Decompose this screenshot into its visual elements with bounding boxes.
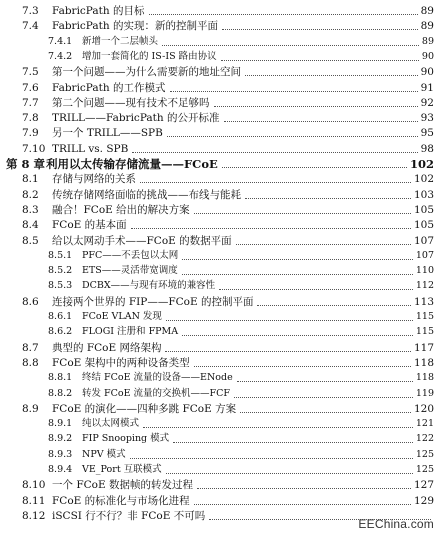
entry-title: 存储与网络的关系 — [52, 173, 136, 186]
toc-entry — [48, 371, 434, 385]
entry-number: 8.9.3 — [48, 448, 73, 460]
entry-title: FCoE VLAN 发现 — [82, 311, 162, 322]
toc-entry — [22, 172, 434, 186]
entry-title: 纯以太网模式 — [82, 418, 140, 430]
toc-entry — [48, 35, 434, 49]
toc-entry — [22, 356, 434, 370]
entry-title: FabricPath 的目标 — [52, 5, 145, 17]
entry-page-number: 93 — [420, 112, 434, 125]
dot-leader — [219, 289, 413, 290]
entry-page-number: 90 — [421, 50, 434, 62]
entry-number: 7.10 — [22, 142, 46, 155]
dot-leader — [245, 198, 411, 199]
entry-page-number: 105 — [413, 219, 434, 232]
dot-leader — [162, 45, 419, 46]
dot-leader — [194, 504, 411, 505]
entry-title: 一个 FCoE 数据帧的转发过程 — [52, 479, 193, 492]
entry-title: FCoE 的标准化与市场化进程 — [52, 494, 190, 507]
toc-entry — [48, 463, 434, 477]
toc-entry — [22, 19, 434, 33]
entry-number: 8.11 — [22, 494, 46, 507]
entry-page-number: 91 — [420, 81, 434, 94]
entry-number: 8.6 — [22, 295, 39, 308]
dot-leader — [221, 60, 419, 61]
entry-page-number: 102 — [409, 157, 434, 171]
entry-title: FabricPath 的实现：新的控制平面 — [52, 20, 218, 33]
dot-leader — [234, 397, 413, 398]
toc-entry — [48, 50, 434, 64]
entry-title: FCoE 的基本面 — [52, 219, 127, 232]
entry-page-number: 89 — [420, 5, 434, 17]
entry-number: 8.7 — [22, 341, 39, 354]
entry-title: 终结 FCoE 流量的设备——ENode — [82, 372, 233, 384]
entry-number: 7.8 — [22, 112, 39, 125]
entry-page-number: 115 — [415, 326, 434, 338]
entry-title: TRILL——FabricPath 的公开标准 — [52, 112, 220, 125]
entry-title: iSCSI 行不行？非 FCoE 不可吗 — [52, 509, 206, 522]
entry-number: 8.5.3 — [48, 280, 73, 292]
toc-entry — [48, 417, 434, 431]
toc-entry — [48, 448, 434, 462]
entry-number: 8.5.2 — [48, 265, 73, 277]
toc-entry — [22, 402, 434, 416]
entry-page-number: 89 — [420, 20, 434, 33]
entry-title: NPV 模式 — [82, 448, 126, 460]
toc-entry — [22, 295, 434, 309]
dot-leader — [236, 244, 411, 245]
entry-page-number: 92 — [420, 96, 434, 109]
toc-entry — [48, 279, 434, 293]
entry-number: 7.4 — [22, 20, 39, 33]
toc-entry — [22, 188, 434, 202]
entry-number: 7.7 — [22, 96, 39, 109]
entry-title: FLOGI 注册和 FPMA — [82, 326, 179, 338]
entry-page-number: 90 — [420, 66, 434, 79]
entry-title: 融合！FCoE 给出的解决方案 — [52, 203, 190, 216]
toc-entry — [48, 432, 434, 446]
entry-title: DCBX——与现有环境的兼容性 — [82, 280, 216, 292]
entry-title: 典型的 FCoE 网络架构 — [52, 341, 162, 354]
toc-entry — [22, 111, 434, 125]
dot-leader — [167, 136, 418, 137]
toc-entry — [22, 478, 434, 492]
entry-title: 给以太网动手术——FCoE 的数据平面 — [52, 234, 232, 247]
entry-page-number: 122 — [415, 433, 434, 445]
entry-title: PFC——不丢包以太网 — [82, 249, 179, 261]
entry-title: FIP Snooping 模式 — [82, 433, 170, 445]
dot-leader — [131, 228, 411, 229]
entry-title: 另一个 TRILL——SPB — [52, 127, 163, 140]
toc-entry — [22, 126, 434, 140]
toc-entry — [22, 96, 434, 110]
dot-leader — [149, 14, 418, 15]
watermark-text: EEChina.com — [358, 517, 434, 531]
entry-number: 8.9 — [22, 402, 39, 415]
entry-page-number: 89 — [421, 35, 434, 47]
entry-number: 8.12 — [22, 509, 46, 522]
toc-entry — [48, 325, 434, 339]
entry-number: 8.3 — [22, 203, 39, 216]
entry-page-number: 105 — [413, 203, 434, 216]
entry-page-number: 98 — [420, 142, 434, 155]
dot-leader — [194, 366, 411, 367]
toc-entry — [22, 4, 434, 18]
entry-number: 8.8 — [22, 356, 39, 369]
entry-page-number: 113 — [413, 295, 434, 308]
entry-page-number: 115 — [415, 311, 434, 322]
entry-number: 7.4.2 — [48, 50, 73, 62]
entry-page-number: 118 — [415, 372, 434, 384]
entry-page-number: 103 — [413, 188, 434, 201]
entry-number: 8.6.2 — [48, 326, 73, 338]
entry-number: 8.6.1 — [48, 311, 73, 322]
entry-number: 8.9.1 — [48, 418, 73, 430]
entry-title: ETS——灵活带宽调度 — [82, 265, 178, 277]
entry-number: 8.8.1 — [48, 372, 73, 384]
dot-leader — [245, 75, 418, 76]
dot-leader — [237, 381, 413, 382]
entry-title: 连接两个世界的 FIP——FCoE 的控制平面 — [52, 295, 254, 308]
entry-page-number: 119 — [415, 387, 434, 399]
toc-entry — [22, 218, 434, 232]
entry-page-number: 117 — [413, 341, 434, 354]
entry-page-number: 95 — [420, 127, 434, 140]
dot-leader — [197, 488, 411, 489]
toc-entry — [48, 264, 434, 278]
dot-leader — [143, 427, 413, 428]
entry-title: 利用以太传输存储流量——FCoE — [46, 157, 218, 171]
entry-number: 8.8.2 — [48, 387, 73, 399]
toc-entry — [48, 387, 434, 401]
entry-number: 7.4.1 — [48, 35, 73, 47]
toc-entry — [22, 142, 434, 156]
entry-number: 8.1 — [22, 173, 39, 186]
entry-number: 8.10 — [22, 479, 46, 492]
entry-title: 增加一套简化的 IS-IS 路由协议 — [82, 50, 217, 62]
entry-number: 7.9 — [22, 127, 39, 140]
entry-number: 8.2 — [22, 188, 39, 201]
dot-leader — [214, 106, 418, 107]
toc-entry — [48, 249, 434, 263]
dot-leader — [166, 320, 413, 321]
dot-leader — [130, 458, 413, 459]
dot-leader — [173, 442, 413, 443]
entry-number: 7.5 — [22, 66, 39, 79]
entry-number: 8.9.4 — [48, 464, 73, 475]
entry-page-number: 121 — [415, 418, 434, 430]
dot-leader — [140, 182, 411, 183]
entry-title: 转发 FCoE 流量的交换机——FCF — [82, 387, 231, 399]
dot-leader — [182, 335, 413, 336]
toc-chapter-entry — [6, 157, 434, 171]
toc-entry — [22, 341, 434, 355]
entry-title: TRILL vs. SPB — [52, 142, 129, 155]
dot-leader — [222, 167, 407, 168]
entry-page-number: 120 — [413, 402, 434, 415]
entry-number: 8.9.2 — [48, 433, 73, 445]
entry-title: FabricPath 的工作模式 — [52, 81, 166, 94]
dot-leader — [224, 121, 418, 122]
entry-title: FCoE 的演化——四种多跳 FCoE 方案 — [52, 402, 237, 415]
toc-entry — [22, 81, 434, 95]
toc-entry — [22, 65, 434, 79]
entry-page-number: 107 — [415, 249, 434, 261]
entry-title: 第一个问题——为什么需要新的地址空间 — [52, 66, 241, 79]
dot-leader — [165, 351, 410, 352]
dot-leader — [194, 213, 411, 214]
entry-number: 8.4 — [22, 219, 39, 232]
toc-entry — [22, 494, 434, 508]
entry-title: VE_Port 互联模式 — [82, 464, 162, 475]
entry-page-number: 102 — [413, 173, 434, 186]
entry-title: FCoE 架构中的两种设备类型 — [52, 356, 190, 369]
dot-leader — [182, 274, 413, 275]
dot-leader — [166, 473, 413, 474]
dot-leader — [222, 29, 418, 30]
entry-title: 新增一个二层帧头 — [82, 35, 159, 47]
entry-number: 8.5.1 — [48, 249, 73, 261]
entry-page-number: 118 — [413, 356, 434, 369]
dot-leader — [240, 412, 411, 413]
entry-number: 8.5 — [22, 234, 39, 247]
entry-number: 第 8 章 — [6, 157, 46, 171]
entry-page-number: 125 — [415, 448, 434, 460]
entry-number: 7.3 — [22, 5, 39, 17]
dot-leader — [182, 259, 413, 260]
entry-page-number: 112 — [415, 280, 434, 292]
entry-page-number: 125 — [415, 464, 434, 475]
entry-page-number: 110 — [415, 265, 434, 277]
entry-title: 第二个问题——现有技术不足够吗 — [52, 96, 210, 109]
entry-number: 7.6 — [22, 81, 39, 94]
toc-entry — [48, 310, 434, 324]
entry-page-number: 107 — [413, 234, 434, 247]
entry-title: 传统存储网络面临的挑战——布线与能耗 — [52, 188, 241, 201]
entry-page-number: 127 — [413, 479, 434, 492]
dot-leader — [257, 305, 410, 306]
dot-leader — [132, 152, 417, 153]
toc-entry — [22, 203, 434, 217]
entry-page-number: 129 — [413, 494, 434, 507]
toc-entry — [22, 234, 434, 248]
dot-leader — [170, 91, 418, 92]
